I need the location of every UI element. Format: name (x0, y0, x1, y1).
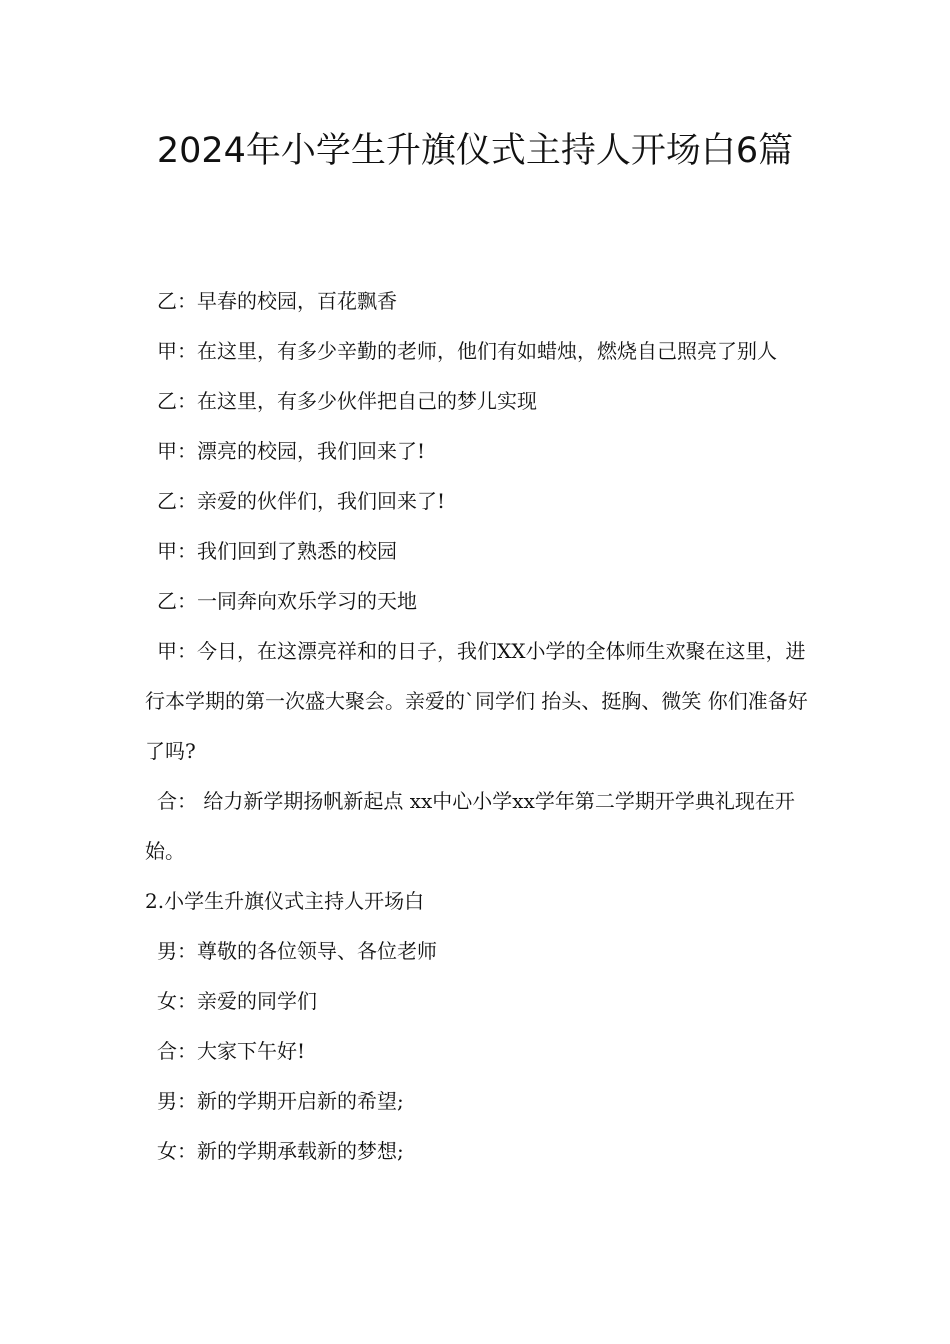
paragraph: 女：亲爱的同学们 (157, 989, 317, 1013)
paragraph: 乙：一同奔向欢乐学习的天地 (157, 589, 417, 613)
section-heading: 2.小学生升旗仪式主持人开场白 (145, 889, 425, 913)
paragraph: 乙：早春的校园，百花飘香 (157, 289, 397, 313)
paragraph: 乙：在这里，有多少伙伴把自己的梦儿实现 (157, 389, 537, 413)
paragraph: 合：大家下午好! (157, 1039, 306, 1063)
paragraph: 甲：今日，在这漂亮祥和的日子，我们XX小学的全体师生欢聚在这里，进行本学期的第一次盛大聚会。亲爱的`同学们 抬头、挺胸、微笑 你们准备好了吗? (145, 639, 808, 763)
paragraph: 甲：漂亮的校园，我们回来了! (157, 439, 426, 463)
paragraph: 男：新的学期开启新的希望; (157, 1089, 404, 1113)
document-title: 2024年小学生升旗仪式主持人开场白6篇 (156, 131, 794, 171)
paragraph: 男：尊敬的各位领导、各位老师 (157, 939, 437, 963)
paragraph: 女：新的学期承载新的梦想; (157, 1139, 404, 1163)
paragraph: 合： 给力新学期扬帆新起点 xx中心小学xx学年第二学期开学典礼现在开始。 (145, 789, 795, 863)
paragraph: 乙：亲爱的伙伴们，我们回来了! (157, 489, 446, 513)
document-body (145, 276, 810, 1176)
paragraph: 甲：在这里，有多少辛勤的老师，他们有如蜡烛，燃烧自己照亮了别人 (157, 339, 777, 363)
paragraph: 甲：我们回到了熟悉的校园 (157, 539, 397, 563)
